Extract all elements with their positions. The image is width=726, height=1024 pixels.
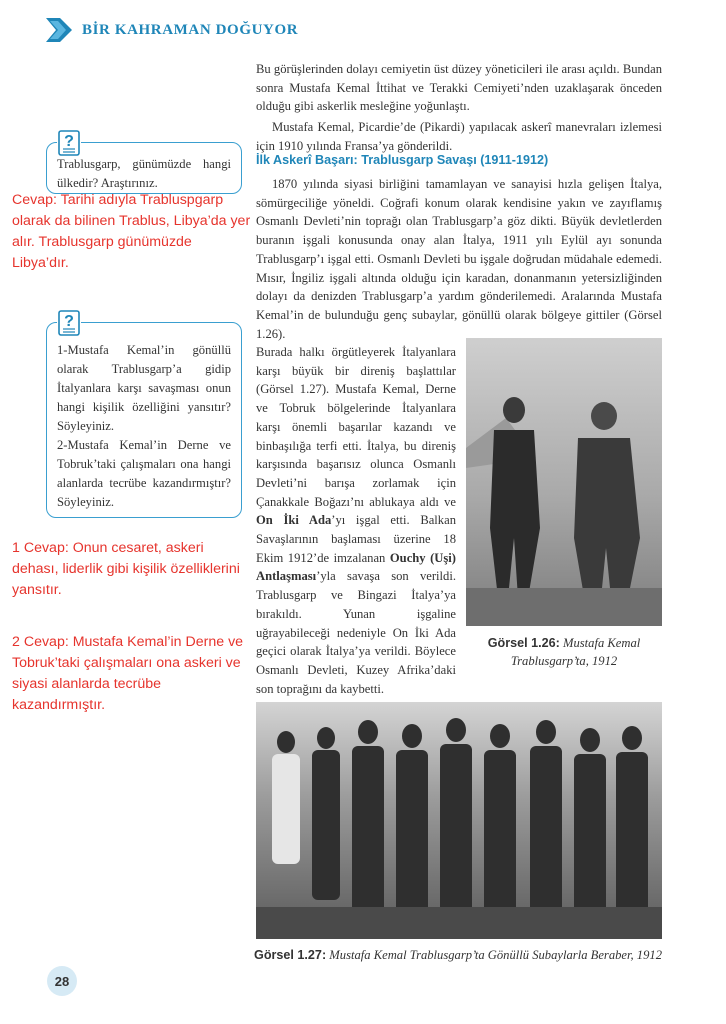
svg-text:?: ? (64, 133, 74, 150)
photo-mustafa-kemal-trablusgarp (466, 338, 662, 626)
answer-2: 1 Cevap: Onun cesaret, askeri dehası, liderlik gibi kişilik özelliklerini yansıtır. (12, 540, 240, 598)
answer-1: Cevap: Tarihi adıyla Trabluspgarp olarak da bilinen Trablus, Libya’da yer alır. Trablusgarp günümüzde Libya’dır. (12, 192, 251, 271)
paragraph-4 (256, 343, 456, 698)
p4-bold-treaty: Ouchy (Uşi) Antlaşması (256, 550, 456, 584)
caption-2-text: Mustafa Kemal Trablusgarp’ta Gönüllü Subaylarla Beraber, 1912 (329, 948, 662, 962)
p4-part-e: ’yla savaşa son verildi. Trablusgarp ve Bingazi İtalya’ya bırakıldı. Yunan işgaline uğrayabileceği nedeniyle On İki Ada geçici olarak İtalya’ya verildi. Böylece Osmanlı Devleti, Kuzey Afrika’daki son toprağını da kaybetti. (256, 569, 456, 696)
question-text-1: 1-Mustafa Kemal’in gönüllü olarak Trablusgarp’a gidip İtalyanlara karşı savaşması onun hangi kişilik özelliğini yansıtır? Söyleyiniz. (57, 343, 231, 433)
caption-1 (466, 634, 662, 670)
paragraph-2 (256, 118, 662, 155)
question-text-2: 2-Mustafa Kemal’in Derne ve Tobruk’taki çalışmaları ona hangi alanlarda tecrübe kazandırmıştır? Söyleyiniz. (57, 438, 231, 509)
question-box-2 (46, 313, 242, 518)
caption-1-label: Görsel 1.26: (487, 636, 560, 650)
p4-part-a: Burada halkı örgütleyerek İtalyanlara karşı büyük bir direniş başlattılar (Görsel 1.27). Mustafa Kemal, Derne ve Tobruk bölgelerinde İtalyanlara karşı önemli başarılar kazandı ve binbaşılığa terfi etti. İtalya, bu direniş karşısında başarısız olunca Osmanlı Devleti’ni barışa zorlamak için Çanakkale Boğazı’nı ablukaya aldı ve (256, 345, 456, 509)
page-header (46, 18, 298, 42)
p4-bold-islands: On İki Ada (256, 513, 332, 528)
question-mark-note-icon (57, 309, 81, 337)
chevron-icon (46, 18, 72, 42)
section-subheading: İlk Askerî Başarı: Trablusgarp Savaşı (1911-1912) (256, 153, 549, 167)
caption-2 (214, 946, 662, 964)
header-title: BİR KAHRAMAN DOĞUYOR (82, 21, 299, 38)
paragraph-1: Bu görüşlerinden dolayı cemiyetin üst düzey yöneticileri ile arası açıldı. Bundan sonra Mustafa Kemal İttihat ve Terakki Cemiyeti’nden uzaklaşarak önceden olduğu gibi askerlik mesleğine yoğunlaştı. (256, 62, 662, 114)
answer-3: 2 Cevap: Mustafa Kemal’in Derne ve Tobruk’taki çalışmaları ona askeri ve siyasi alanlarda tecrübe kazandırmıştır. (12, 634, 244, 713)
question-box-1 (46, 133, 242, 194)
photo-volunteer-officers (256, 702, 662, 939)
p4-part-c: ’yı işgal etti. Balkan Savaşlarının başlaması üzerine 18 Ekim 1912’de imzalanan (256, 513, 456, 565)
svg-text:?: ? (64, 313, 74, 330)
caption-1-text: Mustafa Kemal Trablusgarp’ta, 1912 (510, 636, 641, 668)
caption-2-label: Görsel 1.27: (254, 948, 327, 962)
paragraph-3 (256, 175, 662, 343)
paragraph-2-text: Mustafa Kemal, Picardie’de (Pikardi) yapılacak askerî manevraları izlemesi için 1910 yılında Fransa’ya gönderildi. (256, 120, 662, 153)
question-text: Trablusgarp, günümüzde hangi ülkedir? Araştırınız. (57, 157, 231, 190)
page-number: 28 (47, 966, 77, 996)
question-mark-note-icon (57, 129, 81, 157)
paragraph-3-text: 1870 yılında siyasi birliğini tamamlayan ve sanayisi hızla gelişen İtalya, sömürgeciliğe yöneldi. Coğrafi konum olarak kendisine yakın ve zayıflamış Osmanlı Devleti’nin toprağı olan Trablusgarp’a göz dikti. Büyük devletlerden buranın işgali konusunda onay alan İtalya, 1911 yılı Eylül ayı sonunda Trablusgarp’ı işgal etti. Osmanlı Devleti bu işgale doğrudan müdahale edemedi. Mısır, İngiliz işgali altında olduğu için karadan, donanmanın yetersizliğinden dolayı da denizden Trablusgarp’a yardım gönderilemedi. Aralarında Mustafa Kemal’in de bulunduğu genç subaylar, gönüllü olarak bölgeye gittiler (Görsel 1.26). (256, 177, 662, 341)
